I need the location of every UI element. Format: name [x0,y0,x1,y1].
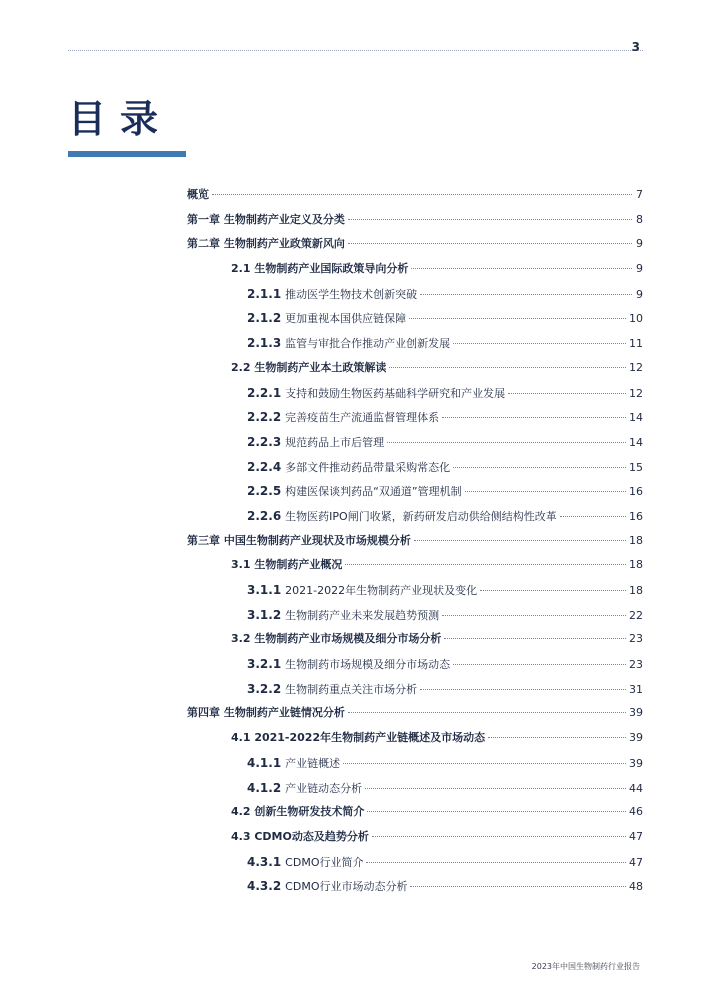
dot-leader [389,367,626,368]
dot-leader [348,712,626,713]
toc-entry-number: 3.1.2 [247,607,282,622]
toc-entry[interactable] [187,631,643,656]
toc-entry-label: 产业链概述 [285,756,341,770]
toc-entry-page: 16 [629,485,643,499]
toc-entry[interactable] [187,212,643,237]
toc-entry-page: 7 [636,188,643,201]
toc-entry-page: 16 [629,509,643,523]
dot-leader [345,564,626,565]
dot-leader [367,811,626,812]
toc-entry[interactable] [187,360,643,385]
toc-entry-label: 生物制药重点关注市场分析 [285,682,418,696]
toc-entry[interactable] [187,607,643,632]
dot-leader [453,664,626,665]
dot-leader [480,590,626,591]
toc-entry-number: 4.1.1 [247,755,282,770]
toc-entry-label: 4.2 创新生物研发技术简介 [231,805,365,819]
toc-entry-page: 9 [636,262,643,276]
toc-entry[interactable] [187,385,643,410]
toc-entry-number: 4.3.1 [247,854,282,869]
toc-entry-number: 2.2.2 [247,410,282,425]
toc-entry-label: 概览 [187,188,209,201]
dot-leader [420,294,632,295]
toc-entry-page: 39 [629,731,643,745]
toc-entry-label: 更加重视本国供应链保障 [285,312,407,326]
toc-entry[interactable] [187,755,643,780]
toc-entry[interactable] [187,804,643,829]
dot-leader [508,393,626,394]
toc-entry-page: 18 [629,558,643,572]
toc-entry[interactable] [187,705,643,730]
toc-entry-label: 推动医学生物技术创新突破 [285,287,418,301]
toc-entry[interactable] [187,730,643,755]
dot-leader [348,219,632,220]
toc-entry-number: 2.2.4 [247,459,282,474]
page-title: 目录 [68,96,173,141]
dot-leader [442,417,626,418]
toc-entry-label: 2.2 生物制药产业本土政策解读 [231,360,387,374]
toc-entry[interactable] [187,434,643,459]
toc-entry[interactable] [187,409,643,434]
toc-entry-label: 构建医保谈判药品“双通道”管理机制 [285,485,462,499]
toc-entry-label: 多部文件推动药品带量采购常态化 [285,460,451,474]
dot-leader [420,689,626,690]
toc-entry-page: 9 [636,237,643,251]
toc-entry-page: 10 [629,312,643,326]
dot-leader [348,243,632,244]
dot-leader [414,540,626,541]
toc-entry-label: CDMO行业市场动态分析 [285,880,408,894]
toc-entry-number: 3.1.1 [247,583,282,597]
toc-entry-label: 3.1 生物制药产业概况 [231,558,343,572]
toc-entry-page: 14 [629,435,643,449]
toc-entry[interactable] [187,557,643,582]
toc-entry-label: 2021-2022年生物制药产业现状及变化 [285,584,478,597]
toc-entry-label: 4.3 CDMO动态及趋势分析 [231,829,369,843]
toc-entry[interactable] [187,878,643,903]
toc-entry-label: 2.1 生物制药产业国际政策导向分析 [231,262,409,276]
toc-entry-page: 23 [629,658,643,672]
toc-entry-page: 22 [629,608,643,622]
toc-entry[interactable] [187,656,643,681]
toc-entry-page: 11 [629,337,643,351]
toc-entry[interactable] [187,459,643,484]
toc-entry-page: 44 [629,781,643,795]
toc-entry-number: 4.1.2 [247,780,282,795]
toc-entry[interactable] [187,261,643,286]
toc-entry[interactable] [187,187,643,212]
dot-leader [410,886,626,887]
toc-entry-number: 2.2.1 [247,385,282,400]
dot-leader [442,615,626,616]
toc-entry-number: 3.2.1 [247,657,282,672]
footer-report-title: 2023年中国生物制药行业报告 [531,962,640,971]
toc-entry[interactable] [187,829,643,854]
toc-entry-page: 18 [629,584,643,597]
toc-entry-label: 生物制药市场规模及细分市场动态 [285,658,451,672]
toc-entry-page: 9 [636,287,643,301]
dot-leader [409,318,626,319]
toc-entry[interactable] [187,236,643,261]
dot-leader [365,788,626,789]
toc-entry[interactable] [187,335,643,360]
toc-entry-page: 15 [629,460,643,474]
dot-leader [453,467,626,468]
toc-entry-page: 31 [629,682,643,696]
dot-leader [411,268,632,269]
toc-entry-number: 4.3.2 [247,879,282,894]
dot-leader [465,491,626,492]
dot-leader [560,516,626,517]
toc-entry-label: 第一章 生物制药产业定义及分类 [187,212,345,226]
toc-entry-number: 2.2.3 [247,434,282,449]
page-number: 3 [631,40,640,54]
toc-entry[interactable] [187,854,643,879]
toc-entry-number: 2.2.6 [247,508,282,523]
dot-leader [366,862,626,863]
toc-entry-page: 18 [629,533,643,547]
toc-entry-page: 47 [629,829,643,843]
toc-entry-label: 生物制药产业未来发展趋势预测 [285,608,440,622]
toc-entry-page: 8 [636,212,643,226]
toc-entry-number: 2.1.1 [247,286,282,301]
toc-entry-label: 生物医药IPO闸门收紧，新药研发启动供给侧结构性改革 [285,509,557,523]
toc-entry-page: 39 [629,706,643,720]
toc-entry-page: 23 [629,632,643,646]
toc-entry-label: 支持和鼓励生物医药基础科学研究和产业发展 [285,386,506,400]
dot-leader [387,442,626,443]
dot-leader [488,737,626,738]
toc-entry[interactable] [187,508,643,533]
toc-entry[interactable] [187,582,643,607]
title-accent-bar [68,151,186,157]
toc-entry-label: 3.2 生物制药产业市场规模及细分市场分析 [231,632,442,646]
toc-entry-label: 规范药品上市后管理 [285,435,385,449]
toc-entry-number: 3.2.2 [247,681,282,696]
toc-entry-page: 14 [629,411,643,425]
toc-entry-page: 47 [629,855,643,869]
toc-entry[interactable] [187,286,643,311]
toc-entry-label: 第三章 中国生物制药产业现状及市场规模分析 [187,533,411,547]
toc-entry-label: 第二章 生物制药产业政策新风向 [187,237,345,251]
dot-leader [212,194,632,195]
toc-entry-label: 第四章 生物制药产业链情况分析 [187,706,345,720]
toc-entry-page: 12 [629,386,643,400]
toc-entry[interactable] [187,681,643,706]
toc-entry-number: 2.1.2 [247,311,282,326]
toc-entry-number: 2.1.3 [247,336,282,351]
toc-entry[interactable] [187,780,643,805]
toc-entry-label: 4.1 2021-2022年生物制药产业链概述及市场动态 [231,731,486,745]
toc-entry-label: 完善疫苗生产流通监督管理体系 [285,411,440,425]
header-rule [68,50,643,51]
toc-entry[interactable] [187,533,643,558]
toc-entry-label: 监管与审批合作推动产业创新发展 [285,337,451,351]
toc-entry-label: 产业链动态分析 [285,781,363,795]
toc-entry-page: 48 [629,880,643,894]
dot-leader [444,638,626,639]
dot-leader [453,343,626,344]
toc-entry-label: CDMO行业简介 [285,855,364,869]
dot-leader [372,836,626,837]
toc-entry[interactable] [187,483,643,508]
toc-entry-number: 2.2.5 [247,484,282,499]
table-of-contents [187,187,643,903]
toc-entry-page: 46 [629,805,643,819]
toc-entry[interactable] [187,310,643,335]
toc-entry-page: 39 [629,756,643,770]
dot-leader [343,763,626,764]
toc-entry-page: 12 [629,360,643,374]
